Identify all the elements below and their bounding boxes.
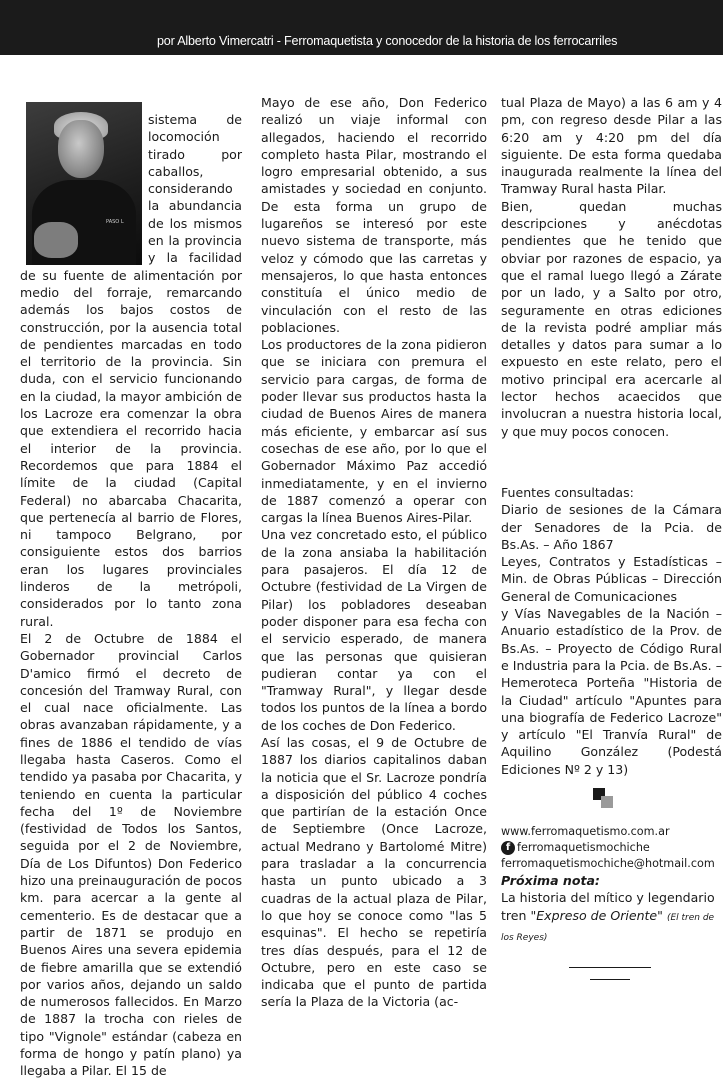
photo-face xyxy=(58,120,104,178)
paragraph: sistema de locomoción tirado por caballos, considerando la abundancia de los mismos en la provincia y la facilidad de su fuente de alimentación por medio del forraje, remarcando además los bajos costos de construcción, por la ausencia total de pendientes marcadas en todo el territorio de la provincia. Sin duda, con el servicio funcionando en la ciudad, la mayor ambición de los Lacroze era comenzar la obra que extendiera el recorrido hacia el interior de la provincia. Recordemos que para 1884 el límite de la ciudad (Capital Federal) no abarcaba Chacarita, que pertenecía al barrio de Flores, ni tampoco Belgrano, por consiguiente estos dos barrios eran los lugares provinciales linderos de la metrópoli, considerados por lo tanto zona rural. xyxy=(20,112,242,629)
source-item: Leyes, Contratos y Estadísticas – Min. de Obras Públicas – Dirección General de Comunicaciones xyxy=(501,554,722,604)
column-1 xyxy=(20,111,242,1080)
paragraph: El 2 de Octubre de 1884 el Gobernador provincial Carlos D'amico firmó el decreto de concesión del Tramway Rural, con el cual nace oficialmente. Las obras avanzaban rápidamente, y a fines de 1886 el tendido de vías llegaba hasta Caseros. Como el tendido ya pasaba por Chacarita, y teniendo en cuenta la particular fecha del 1º de Noviembre (festividad de Todos los Santos, seguida por el 2 de Noviembre, Día de Los Difuntos) Don Federico hizo una preinauguración de pocos km. para acercar a la gente al cementerio. Es de destacar que a partir de 1871 se produjo en Buenos Aires una severa epidemia de fiebre amarilla que se extendió por varios años, dejando un saldo de numerosos fallecidos. En Marzo de 1887 la trocha con rieles de tipo "Vignole" estándar (cabeza en forma de hongo y patín plano) ya llegaba a Pilar. El 15 de xyxy=(20,630,242,1079)
next-note-description: La historia del mítico y legendario tren xyxy=(501,890,715,923)
contact-block xyxy=(501,824,722,872)
website-link[interactable]: www.ferromaquetismo.com.ar xyxy=(501,824,670,838)
next-note-title: Próxima nota: xyxy=(501,872,600,888)
facebook-icon: f xyxy=(501,841,515,855)
magazine-logo-icon xyxy=(593,788,617,810)
paragraph: Mayo de ese año, Don Federico realizó un viaje informal con allegados, haciendo el recorrido completo hasta Pilar, mostrando el logro empresarial obtenido, a sus amistades y sociedad en conjunto. De esta forma un grupo de lugareños se interesó por este nuevo sistema de transporte, más veloz y cómodo que las carretas y mensajeros, lo que hasta entonces constituía el único medio de vinculación con el resto de las poblaciones. xyxy=(261,95,487,335)
photo-shirt-text: PASO L xyxy=(106,219,124,225)
paragraph: Bien, quedan muchas descripciones y anécdotas pendientes que he tenido que obviar por razones de espacio, ya que el ramal luego llegó a Zárate por un lado, y a Salto por otro, seguramente en otras ediciones de la revista podré ampliar más detalles y datos para sumar a lo expuesto en este relato, pero el motivo principal era acercarle al lector hechos acaecidos que involucran a nuestra historia local, y que muy pocos conocen. xyxy=(501,198,722,439)
sources-title: Fuentes consultadas: xyxy=(501,484,634,500)
paragraph: tual Plaza de Mayo) a las 6 am y 4 pm, con regreso desde Pilar a las 6:20 am y 4:20 pm del día siguiente. De esta forma quedaba inaugurada realmente la línea del Tramway Rural hasta Pilar. xyxy=(501,95,722,197)
facebook-handle[interactable]: ferromaquetismochiche xyxy=(517,840,650,854)
paragraph: Una vez concretado esto, el público de la zona ansiaba la habilitación para pasajeros. El día 12 de Octubre (festividad de La Virgen de Pilar) los pobladores deseaban poder disponer para esa fecha con el servicio esperado, de manera que las personas que quisieran pudieran contar ya con el "Tramway Rural", y llegar desde todos los puntos de la línea a bordo de los coches de Don Federico. xyxy=(261,527,487,733)
source-item: y Vías Navegables de la Nación – Anuario estadístico de la Prov. de Bs.As. – Proyecto de Código Rural e Industria para la Pcia. de Bs.As. – Hemeroteca Porteña "Historia de la Ciudad" artículo "Apuntes para una biografía de Federico Lacroze" y artículo "El Tranvía Rural" de Aquilino González (Podestá Ediciones Nº 2 y 13) xyxy=(501,606,722,777)
next-note-name: "Expreso de Oriente" xyxy=(530,907,663,923)
author-byline: por Alberto Vimercatri - Ferromaquetista y conocedor de la historia de los ferrocarriles xyxy=(157,34,618,48)
paragraph: Así las cosas, el 9 de Octubre de 1887 los diarios capitalinos daban la noticia que el Sr. Lacroze pondría a disposición del público 4 coches que partirían de la estación Once de Septiembre (Once Lacroze, actual Medrano y Bartolomé Mitre) para trasladar a la concurrencia hasta un punto ubicado a 3 cuadras de la actual plaza de Pilar, lo que hoy se conoce como "las 5 esquinas". El hecho se repetiría tres días después, para el 12 de Octubre, pero en este caso se indicaba que el punto de partida sería la Plaza de la Victoria (ac- xyxy=(261,734,487,1010)
next-note-subtitle: (El tren de los Reyes) xyxy=(501,912,715,943)
author-photo xyxy=(26,102,142,265)
next-note-text xyxy=(501,889,722,947)
column-3 xyxy=(501,94,722,980)
photo-arm xyxy=(34,222,78,258)
email-link[interactable]: ferromaquetismochiche@hotmail.com xyxy=(501,856,715,870)
paragraph: Los productores de la zona pidieron que se iniciara con premura el servicio para cargas, de forma de poder llevar sus productos hasta la ciudad de Buenos Aires de manera más eficiente, y embarcar así sus cosechas de ese año, por lo que el Gobernador Máximo Paz accedió inmediatamente, y en el invierno de 1887 comenzó a operar con cargas la línea Buenos Aires-Pilar. xyxy=(261,337,487,526)
divider-line xyxy=(590,979,630,980)
facebook-row[interactable] xyxy=(501,840,722,856)
header-bar xyxy=(0,0,723,55)
source-item: Diario de sesiones de la Cámara der Senadores de la Pcia. de Bs.As. – Año 1867 xyxy=(501,502,722,552)
column-2 xyxy=(261,94,487,1011)
divider-line xyxy=(569,967,651,968)
